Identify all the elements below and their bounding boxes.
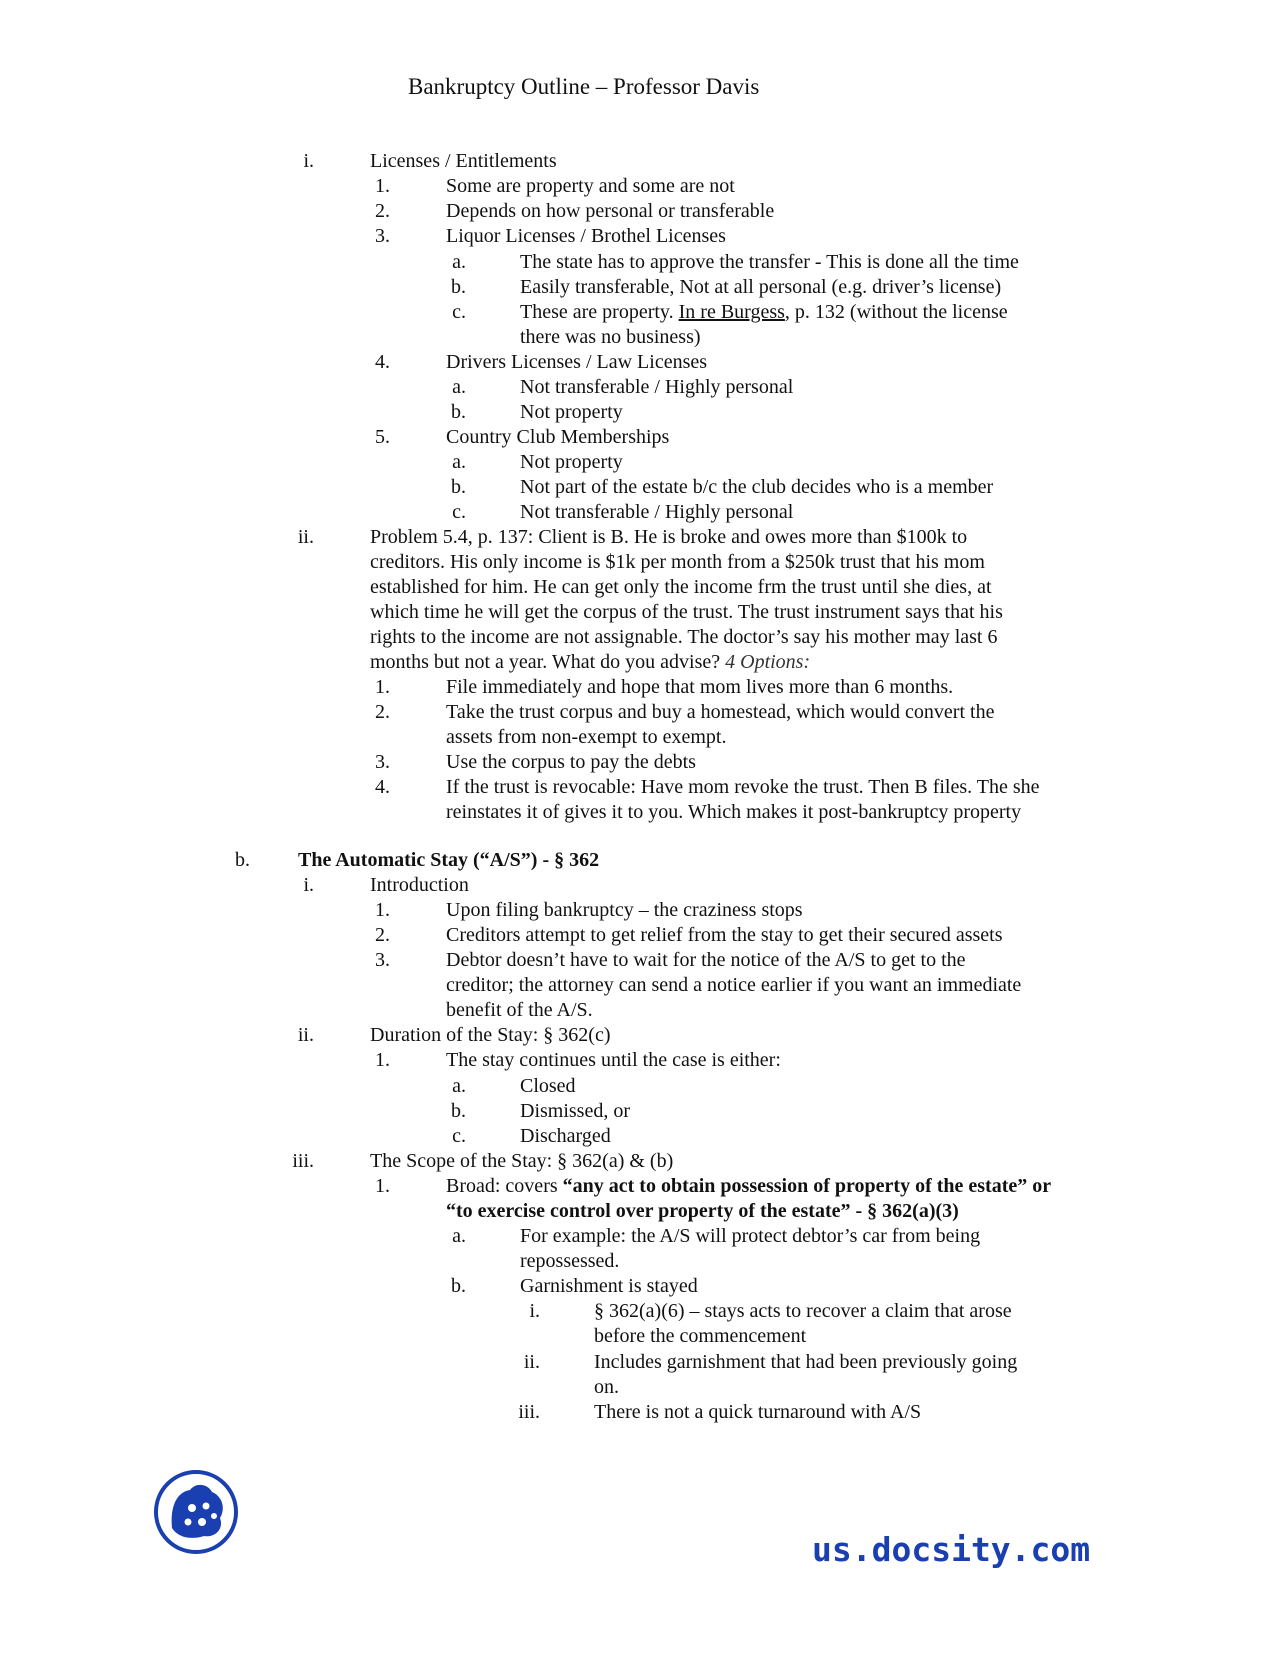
outline-line — [520, 250, 1019, 275]
line-text: there was no business) — [520, 326, 701, 348]
outline-line — [520, 1249, 619, 1274]
list-marker: 3. — [375, 751, 390, 773]
outline-line — [370, 600, 1003, 625]
line-text: Debtor doesn’t have to wait for the notice of the A/S to get to the — [446, 949, 966, 971]
outline-line — [370, 873, 469, 898]
line-text: creditors. His only income is $1k per month from a $250k trust that his mom — [370, 551, 985, 573]
outline-line — [446, 1048, 781, 1073]
outline-line — [594, 1324, 806, 1349]
line-text: Not property — [520, 451, 623, 473]
outline-line — [446, 1199, 959, 1224]
list-marker: 1. — [375, 676, 390, 698]
line-text: Liquor Licenses / Brothel Licenses — [446, 225, 726, 247]
line-text: Creditors attempt to get relief from the stay to get their secured assets — [446, 924, 1003, 946]
outline-line — [446, 775, 1040, 800]
line-text: Depends on how personal or transferable — [446, 200, 775, 222]
list-marker: b. — [451, 1100, 466, 1122]
line-text: For example: the A/S will protect debtor’s car from being — [520, 1225, 981, 1247]
line-text-cont: , p. 132 (without the license — [784, 301, 1008, 323]
line-text: Take the trust corpus and buy a homestead, which would convert the — [446, 701, 995, 723]
outline-line — [446, 750, 696, 775]
page-title: Bankruptcy Outline – Professor Davis — [408, 74, 760, 99]
line-text: Not property — [520, 401, 623, 423]
outline-line — [594, 1375, 619, 1400]
outline-line — [446, 1174, 1051, 1199]
list-marker: a. — [452, 251, 466, 273]
list-marker: a. — [452, 1075, 466, 1097]
list-marker: ii. — [297, 526, 314, 548]
outline-line — [446, 425, 669, 450]
line-text: rights to the income are not assignable. The doctor’s say his mother may last 6 — [370, 626, 998, 648]
list-marker: b. — [451, 401, 466, 423]
list-marker: 2. — [375, 200, 390, 222]
outline-line — [446, 948, 966, 973]
bold-text: The Automatic Stay (“A/S”) - § 362 — [298, 849, 600, 871]
outline-line — [520, 1124, 611, 1149]
line-text: Not transferable / Highly personal — [520, 501, 794, 523]
list-marker: 1. — [375, 175, 390, 197]
line-text: creditor; the attorney can send a notice earlier if you want an immediate — [446, 974, 1022, 996]
bold-text: “to exercise control over property of the estate” - § 362(a)(3) — [446, 1200, 959, 1222]
outline-line — [446, 998, 593, 1023]
line-text: Drivers Licenses / Law Licenses — [446, 351, 708, 373]
list-marker: 1. — [375, 1175, 390, 1197]
line-text: If the trust is revocable: Have mom revoke the trust. Then B files. The she — [446, 776, 1040, 798]
outline-line — [594, 1350, 1017, 1375]
list-marker: c. — [452, 301, 466, 323]
list-marker: 1. — [375, 1049, 390, 1071]
outline-line — [370, 525, 967, 550]
line-text: Discharged — [520, 1125, 611, 1147]
outline-line — [446, 224, 726, 249]
italic-note: 4 Options: — [725, 651, 811, 673]
list-marker: i. — [303, 150, 314, 172]
list-marker: 3. — [375, 225, 390, 247]
outline-line — [520, 1074, 576, 1099]
list-marker: b. — [451, 476, 466, 498]
line-text: Country Club Memberships — [446, 426, 670, 448]
list-marker: iii. — [518, 1401, 540, 1423]
outline-line — [520, 475, 993, 500]
line-text: on. — [594, 1376, 619, 1398]
outline-line — [520, 375, 793, 400]
list-marker: iii. — [292, 1150, 314, 1172]
line-text: Introduction — [370, 874, 469, 896]
line-text: established for him. He can get only the income frm the trust until she dies, at — [370, 576, 992, 598]
outline-line — [520, 500, 793, 525]
outline-line — [520, 1224, 980, 1249]
outline-line — [446, 700, 994, 725]
line-text: Duration of the Stay: § 362(c) — [370, 1024, 611, 1046]
list-marker: a. — [452, 1225, 466, 1247]
bold-text: “any act to obtain possession of property of the estate” or — [562, 1175, 1052, 1197]
outline-line — [370, 625, 997, 650]
outline-line — [370, 650, 810, 675]
outline-line — [446, 174, 735, 199]
line-text: Closed — [520, 1075, 576, 1097]
line-text: The Scope of the Stay: § 362(a) & (b) — [370, 1150, 674, 1172]
outline-line — [370, 575, 992, 600]
line-text: which time he will get the corpus of the trust. The trust instrument says that his — [370, 601, 1003, 623]
line-text: The state has to approve the transfer - This is done all the time — [520, 251, 1019, 273]
outline-line — [520, 1274, 698, 1299]
outline-line — [370, 149, 557, 174]
line-text: File immediately and hope that mom lives more than 6 months. — [446, 676, 954, 698]
outline-line — [520, 450, 623, 475]
list-marker: ii. — [297, 1024, 314, 1046]
list-marker: 5. — [375, 426, 390, 448]
outline-line — [520, 300, 1008, 325]
line-text: repossessed. — [520, 1250, 620, 1272]
line-text: Upon filing bankruptcy – the craziness stops — [446, 899, 803, 921]
outline-line — [446, 350, 707, 375]
list-marker: i. — [303, 874, 314, 896]
outline-line — [446, 675, 953, 700]
docsity-logo-icon[interactable] — [152, 1468, 240, 1556]
list-marker: ii. — [523, 1351, 540, 1373]
list-marker: 4. — [375, 351, 390, 373]
site-url[interactable]: us.docsity.com — [812, 1530, 1091, 1569]
outline-line — [446, 199, 774, 224]
line-text: Includes garnishment that had been previously going — [594, 1351, 1018, 1373]
outline-line — [370, 1149, 673, 1174]
list-marker: b. — [235, 849, 250, 871]
line-text: months but not a year. What do you advise? — [370, 651, 726, 673]
line-text: There is not a quick turnaround with A/S — [594, 1401, 922, 1423]
outline-line — [446, 923, 1003, 948]
list-marker: a. — [452, 376, 466, 398]
outline-line — [520, 400, 623, 425]
line-text: Use the corpus to pay the debts — [446, 751, 696, 773]
line-text: Dismissed, or — [520, 1100, 630, 1122]
line-text: Broad: covers — [446, 1175, 563, 1197]
list-marker: 4. — [375, 776, 390, 798]
list-marker: b. — [451, 1275, 466, 1297]
list-marker: 2. — [375, 701, 390, 723]
outline-line — [594, 1299, 1012, 1324]
list-marker: i. — [529, 1300, 540, 1322]
line-text: Some are property and some are not — [446, 175, 735, 197]
outline-line — [446, 725, 727, 750]
outline-line — [520, 1099, 630, 1124]
outline-line — [298, 848, 599, 873]
list-marker: a. — [452, 451, 466, 473]
list-marker: 1. — [375, 899, 390, 921]
outline-line — [520, 275, 1001, 300]
outline-line — [446, 898, 803, 923]
line-text: Licenses / Entitlements — [370, 150, 557, 172]
line-text: Garnishment is stayed — [520, 1275, 698, 1297]
list-marker: c. — [452, 1125, 466, 1147]
list-marker: 2. — [375, 924, 390, 946]
line-text: Problem 5.4, p. 137: Client is B. He is broke and owes more than $100k to — [370, 526, 968, 548]
outline-line — [370, 1023, 611, 1048]
line-text: Not transferable / Highly personal — [520, 376, 794, 398]
outline-line — [446, 800, 1021, 825]
list-marker: 3. — [375, 949, 390, 971]
line-text: The stay continues until the case is either: — [446, 1049, 781, 1071]
outline-line — [446, 973, 1021, 998]
list-marker: c. — [452, 501, 466, 523]
line-text: Not part of the estate b/c the club decides who is a member — [520, 476, 994, 498]
line-text: Easily transferable, Not at all personal (e.g. driver’s license) — [520, 276, 1002, 298]
line-text: § 362(a)(6) – stays acts to recover a claim that arose — [594, 1300, 1012, 1322]
case-citation: In re Burgess — [678, 301, 785, 323]
outline-line — [370, 550, 985, 575]
line-text: assets from non-exempt to exempt. — [446, 726, 727, 748]
line-text: before the commencement — [594, 1325, 807, 1347]
outline-line — [594, 1400, 921, 1425]
list-marker: b. — [451, 276, 466, 298]
line-text: reinstates it of gives it to you. Which makes it post-bankruptcy property — [446, 801, 1022, 823]
outline-line — [520, 325, 701, 350]
line-text: These are property. — [520, 301, 679, 323]
line-text: benefit of the A/S. — [446, 999, 593, 1021]
